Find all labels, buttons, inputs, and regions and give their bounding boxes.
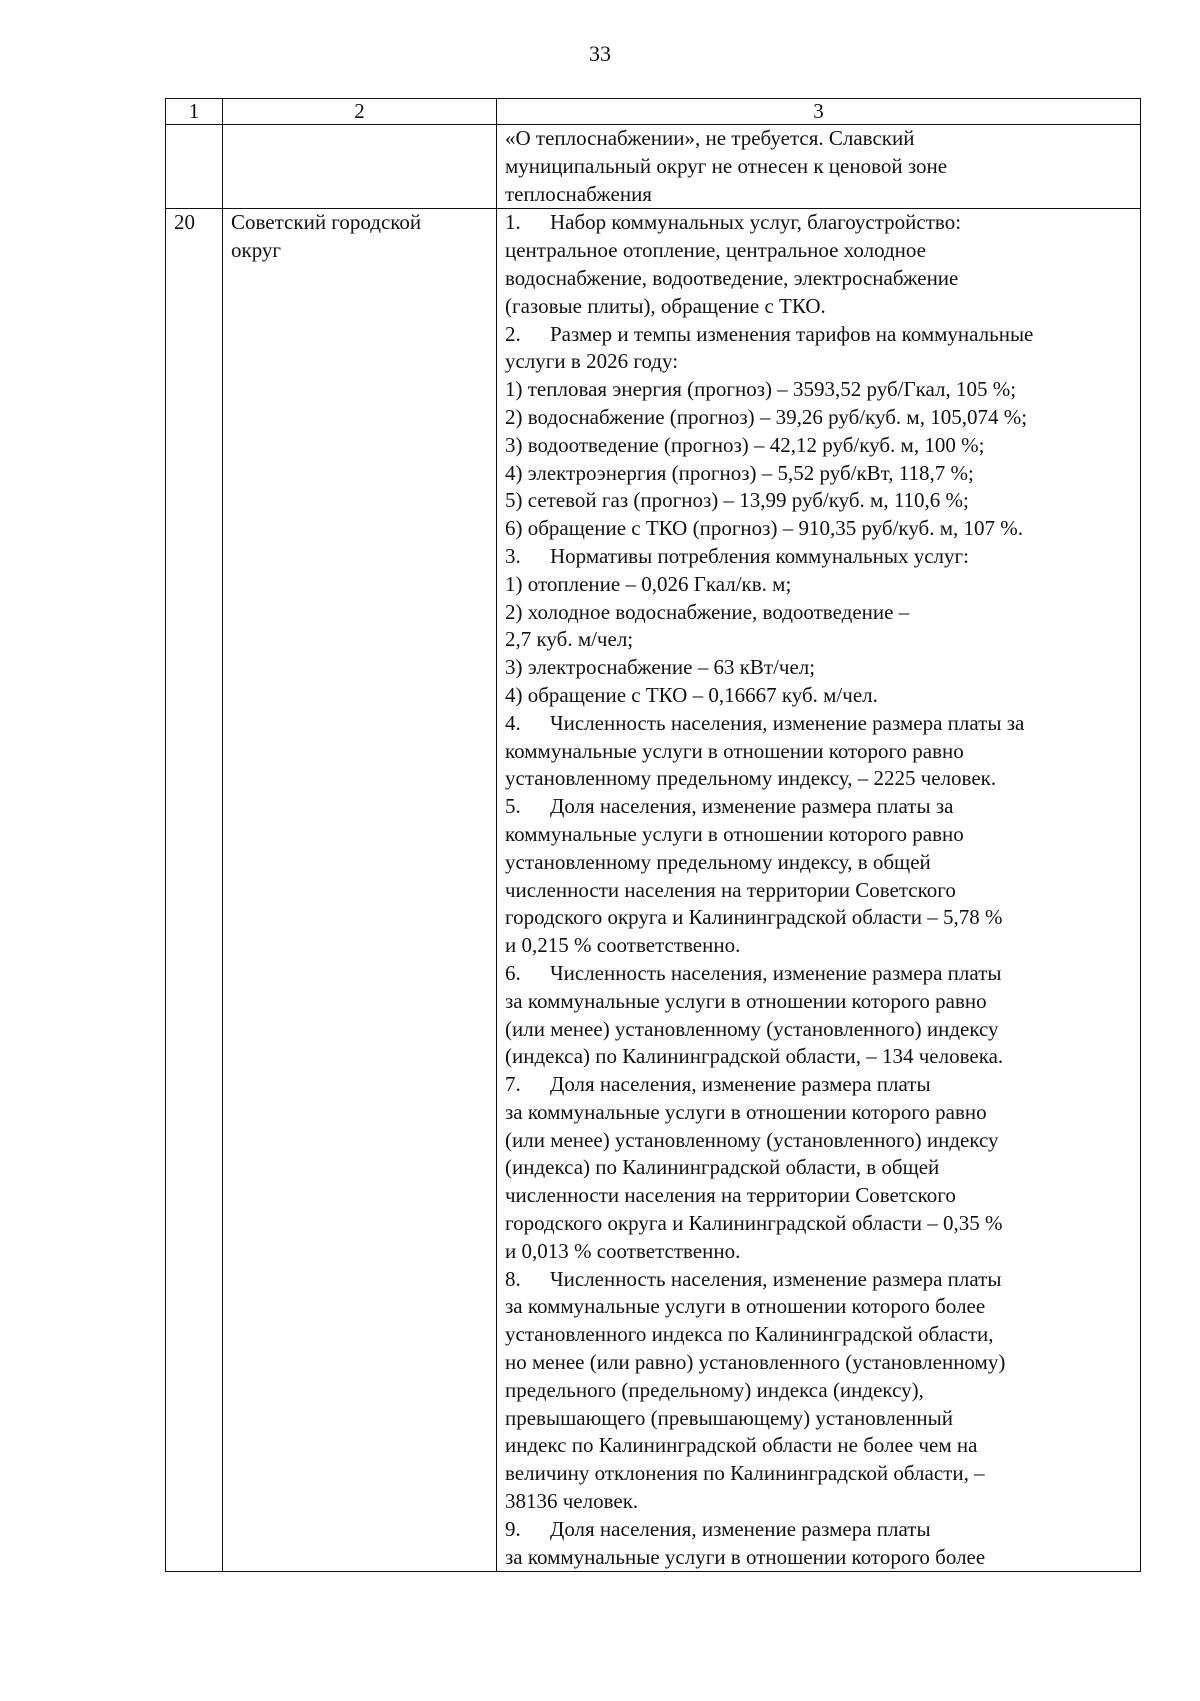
content-line (505, 654, 1132, 682)
line-text: Доля населения, изменение размера платы (550, 1072, 931, 1097)
line-text: 6) обращение с ТКО (прогноз) – 910,35 руб/куб. м, 107 %. (505, 516, 1024, 541)
line-text: за коммунальные услуги в отношении которого равно (505, 988, 987, 1013)
municipality-name-line: Советский городской (231, 210, 422, 235)
content-line (505, 1321, 1132, 1349)
item-number: 5. (505, 794, 521, 819)
item-number: 4. (505, 710, 521, 735)
content-line (505, 765, 1132, 793)
line-text: Нормативы потребления коммунальных услуг: (550, 543, 969, 568)
continuation-line: «О теплоснабжении», не требуется. Славский (505, 126, 915, 150)
continuation-content-cell (497, 125, 1141, 209)
numbered-item-line (505, 710, 1132, 738)
line-text: 4) электроэнергия (прогноз) – 5,52 руб/кВт, 118,7 %; (505, 460, 974, 485)
municipality-name-cell (223, 209, 497, 1572)
content-line (505, 988, 1132, 1016)
line-text: 3) водоотведение (прогноз) – 42,12 руб/куб. м, 100 %; (505, 432, 985, 457)
item-number: 1. (505, 210, 521, 235)
content-line (505, 738, 1132, 766)
table-row (166, 209, 1141, 1572)
content-line (505, 1349, 1132, 1377)
continuation-name-cell (223, 125, 497, 209)
content-line (505, 1238, 1132, 1266)
header-cell-3: 3 (497, 99, 1141, 125)
line-text: (или менее) установленному (установленного) индексу (505, 1127, 999, 1152)
numbered-item-line (505, 793, 1132, 821)
content-line (505, 487, 1132, 515)
content-line (505, 460, 1132, 488)
content-line (505, 1460, 1132, 1488)
line-text: 4) обращение с ТКО – 0,16667 куб. м/чел. (505, 682, 878, 707)
line-text: водоснабжение, водоотведение, электроснабжение (505, 265, 959, 290)
line-text: Численность населения, изменение размера платы (550, 960, 1002, 985)
item-number: 9. (505, 1516, 521, 1541)
line-text: численности населения на территории Советского (505, 877, 956, 902)
line-text: 2,7 куб. м/чел; (505, 627, 634, 652)
item-number: 2. (505, 321, 521, 346)
continuation-line: муниципальный округ не отнесен к ценовой зоне (505, 153, 948, 178)
content-line (505, 1293, 1132, 1321)
content-line (505, 571, 1132, 599)
line-text: услуги в 2026 году: (505, 349, 679, 374)
line-text: 38136 человек. (505, 1489, 639, 1514)
line-text: за коммунальные услуги в отношении которого более (505, 1544, 986, 1569)
line-text: индекс по Калининградской области не более чем на (505, 1433, 978, 1458)
line-text: установленному предельному индексу, в общей (505, 849, 931, 874)
row-number: 20 (166, 209, 223, 1572)
content-line (505, 265, 1132, 293)
continuation-num-cell (166, 125, 223, 209)
continuation-row (166, 125, 1141, 209)
content-line (505, 877, 1132, 905)
content-line (505, 599, 1132, 627)
numbered-item-line (505, 960, 1132, 988)
content-line (505, 1488, 1132, 1516)
line-text: Численность населения, изменение размера платы (550, 1266, 1002, 1291)
line-text: установленного индекса по Калининградской области, (505, 1322, 994, 1347)
content-line (505, 293, 1132, 321)
line-text: (или менее) установленному (установленного) индексу (505, 1016, 999, 1041)
content-line (505, 348, 1132, 376)
numbered-item-line (505, 1071, 1132, 1099)
content-line (505, 1405, 1132, 1433)
content-line (505, 1182, 1132, 1210)
item-number: 7. (505, 1072, 521, 1097)
line-text: и 0,013 % соответственно. (505, 1238, 741, 1263)
line-text: Размер и темпы изменения тарифов на коммунальные (550, 321, 1034, 346)
numbered-item-line (505, 1516, 1132, 1544)
header-cell-2: 2 (223, 99, 497, 125)
numbered-item-line (505, 209, 1132, 237)
line-text: установленному предельному индексу, – 2225 человек. (505, 766, 997, 791)
line-text: и 0,215 % соответственно. (505, 933, 741, 958)
line-text: за коммунальные услуги в отношении которого более (505, 1294, 986, 1319)
data-table (165, 98, 1141, 1572)
line-text: (индекса) по Калининградской области, в общей (505, 1155, 940, 1180)
municipality-name-line: округ (231, 238, 282, 263)
content-line (505, 515, 1132, 543)
line-text: предельного (предельному) индекса (индексу), (505, 1377, 924, 1402)
line-text: коммунальные услуги в отношении которого равно (505, 821, 964, 846)
content-line (505, 432, 1132, 460)
content-line (505, 1544, 1132, 1572)
line-text: Набор коммунальных услуг, благоустройство: (550, 210, 962, 235)
content-line (505, 1432, 1132, 1460)
content-line (505, 932, 1132, 960)
line-text: коммунальные услуги в отношении которого равно (505, 738, 964, 763)
line-text: 5) сетевой газ (прогноз) – 13,99 руб/куб. м, 110,6 %; (505, 488, 969, 513)
line-text: 2) водоснабжение (прогноз) – 39,26 руб/куб. м, 105,074 %; (505, 404, 1028, 429)
line-text: (газовые плиты), обращение с ТКО. (505, 293, 826, 318)
line-text: численности населения на территории Советского (505, 1183, 956, 1208)
line-text: городского округа и Калининградской области – 5,78 % (505, 905, 1003, 930)
line-text: Доля населения, изменение размера платы (550, 1516, 931, 1541)
line-text: 3) электроснабжение – 63 кВт/чел; (505, 655, 816, 680)
numbered-item-line (505, 543, 1132, 571)
content-line (505, 1127, 1132, 1155)
content-line (505, 904, 1132, 932)
item-number: 3. (505, 543, 521, 568)
item-number: 6. (505, 960, 521, 985)
content-line (505, 376, 1132, 404)
header-cell-1: 1 (166, 99, 223, 125)
content-line (505, 1043, 1132, 1071)
content-line (505, 821, 1132, 849)
line-text: городского округа и Калининградской области – 0,35 % (505, 1211, 1003, 1236)
content-line (505, 1016, 1132, 1044)
numbered-item-line (505, 1266, 1132, 1294)
line-text: 1) тепловая энергия (прогноз) – 3593,52 руб/Гкал, 105 %; (505, 377, 1017, 402)
line-text: Численность населения, изменение размера платы за (550, 710, 1025, 735)
content-line (505, 1099, 1132, 1127)
item-number: 8. (505, 1266, 521, 1291)
content-cell (497, 209, 1141, 1572)
numbered-item-line (505, 321, 1132, 349)
content-line (505, 237, 1132, 265)
content-line (505, 849, 1132, 877)
line-text: 1) отопление – 0,026 Гкал/кв. м; (505, 571, 792, 596)
content-line (505, 1210, 1132, 1238)
table-header-row (166, 99, 1141, 125)
line-text: превышающего (превышающему) установленный (505, 1405, 953, 1430)
line-text: за коммунальные услуги в отношении которого равно (505, 1099, 987, 1124)
content-line (505, 1377, 1132, 1405)
continuation-line: теплоснабжения (505, 181, 652, 206)
content-line (505, 1154, 1132, 1182)
line-text: величину отклонения по Калининградской области, – (505, 1461, 985, 1486)
content-line (505, 626, 1132, 654)
line-text: центральное отопление, центральное холодное (505, 238, 926, 263)
line-text: (индекса) по Калининградской области, – 134 человека. (505, 1044, 1004, 1069)
content-line (505, 682, 1132, 710)
content-line (505, 404, 1132, 432)
line-text: 2) холодное водоснабжение, водоотведение – (505, 599, 910, 624)
line-text: Доля населения, изменение размера платы за (550, 794, 954, 819)
page-number: 33 (589, 41, 611, 66)
line-text: но менее (или равно) установленного (установленному) (505, 1350, 1006, 1375)
